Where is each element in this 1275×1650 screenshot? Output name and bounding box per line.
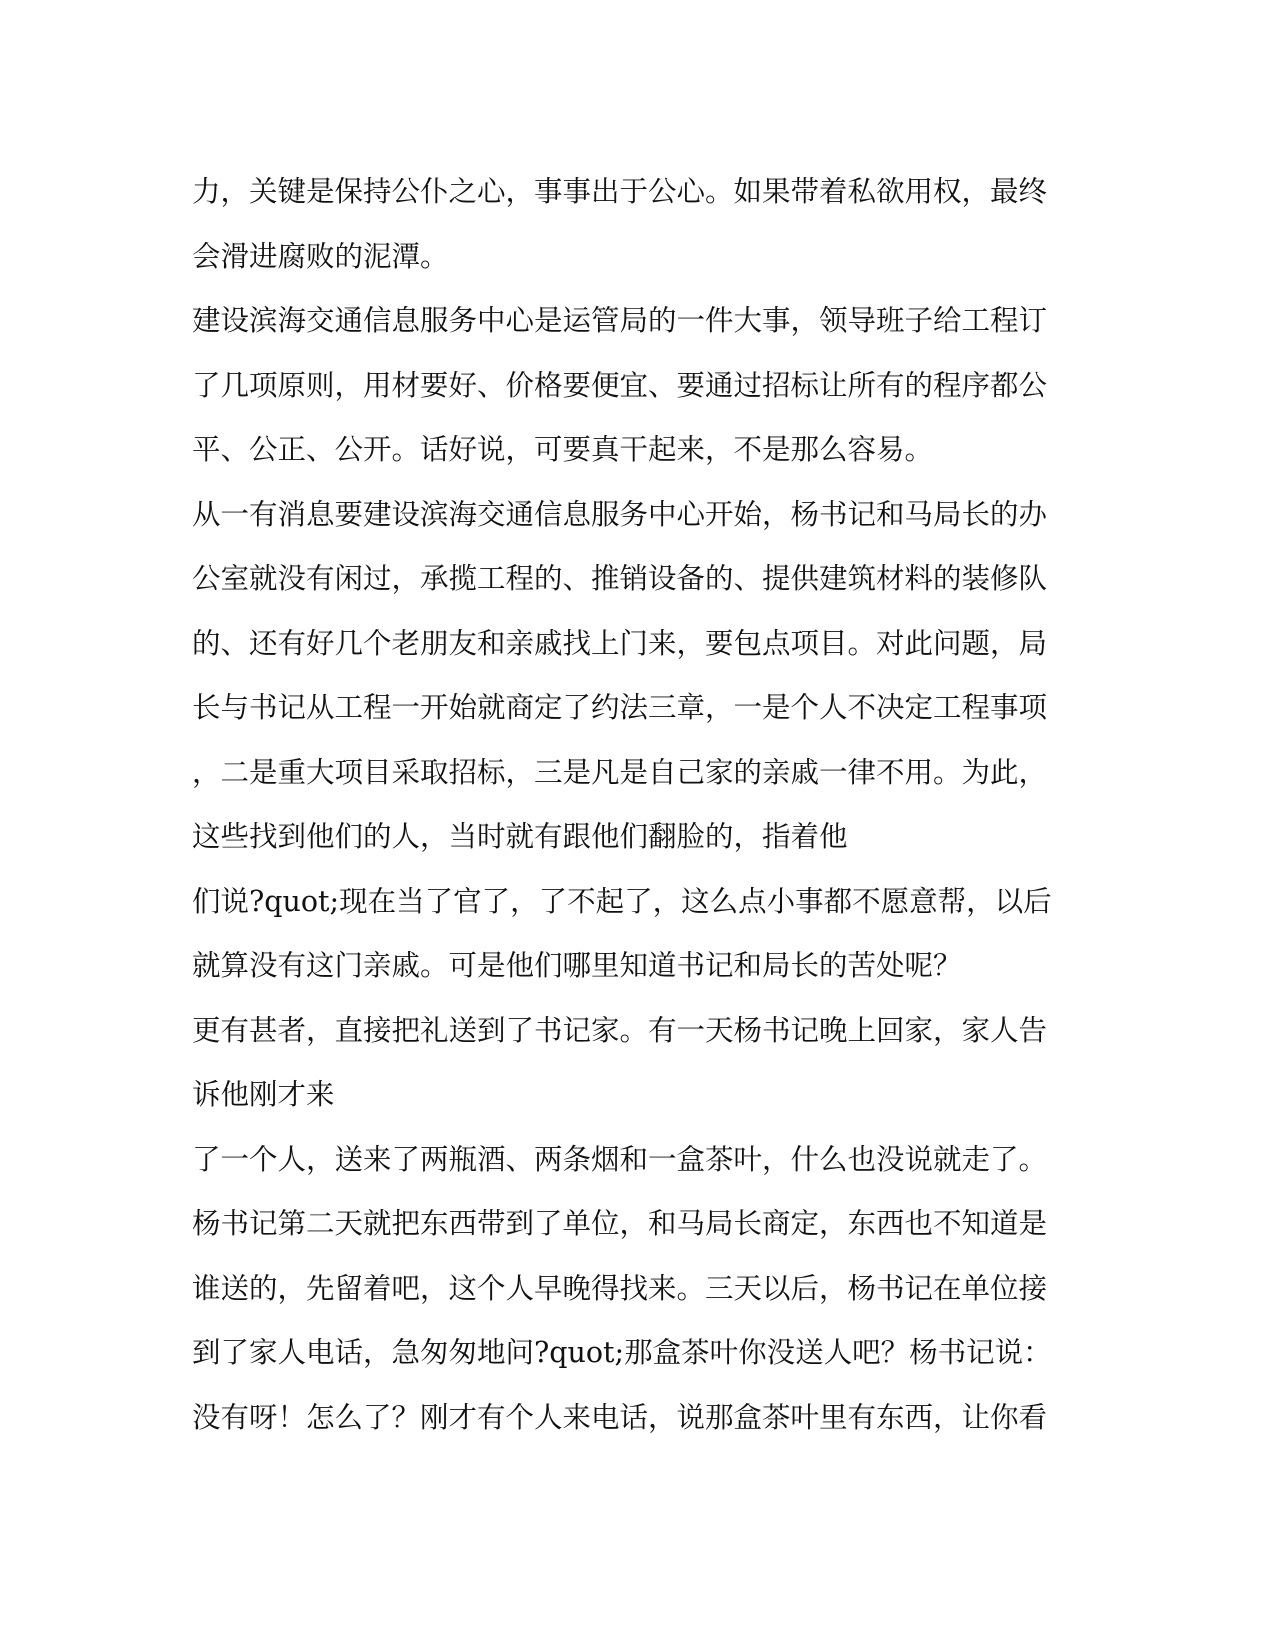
text-line: 从一有消息要建设滨海交通信息服务中心开始，杨书记和马局长的办 <box>192 497 1048 531</box>
text-line: 建设滨海交通信息服务中心是运管局的一件大事，领导班子给工程订 <box>192 304 1048 337</box>
text-line: 没有呀！怎么了？刚才有个人来电话，说那盒茶叶里有东西，让你看 <box>192 1400 1048 1434</box>
text-line: 们说?quot;现在当了官了，了不起了，这么点小事都不愿意帮，以后 <box>192 884 1052 918</box>
document-body <box>192 160 1082 1450</box>
text-line: 平、公正、公开。话好说，可要真干起来，不是那么容易。 <box>192 433 934 466</box>
text-line: 公室就没有闲过，承揽工程的、推销设备的、提供建筑材料的装修队 <box>192 562 1048 595</box>
text-line: 到了家人电话，急匆匆地问?quot;那盒茶叶你没送人吧？杨书记说： <box>192 1336 1052 1369</box>
text-line: ，二是重大项目采取招标，三是凡是自己家的亲戚一律不用。为此， <box>192 755 1048 789</box>
text-line: 谁送的，先留着吧，这个人早晚得找来。三天以后，杨书记在单位接 <box>192 1271 1048 1305</box>
text-line: 更有甚者，直接把礼送到了书记家。有一天杨书记晚上回家，家人告 <box>192 1013 1048 1047</box>
text-line: 了一个人，送来了两瓶酒、两条烟和一盒茶叶，什么也没说就走了。 <box>192 1142 1048 1176</box>
text-line: 长与书记从工程一开始就商定了约法三章，一是个人不决定工程事项 <box>192 691 1048 724</box>
text-line: 这些找到他们的人，当时就有跟他们翻脸的，指着他 <box>192 820 848 853</box>
text-line: 杨书记第二天就把东西带到了单位，和马局长商定，东西也不知道是 <box>192 1207 1048 1240</box>
text-line: 力，关键是保持公仆之心，事事出于公心。如果带着私欲用权，最终 <box>192 175 1048 208</box>
text-line: 会滑进腐败的泥潭。 <box>192 239 449 273</box>
text-line: 诉他刚才来 <box>192 1078 335 1111</box>
text-line: 了几项原则，用材要好、价格要便宜、要通过招标让所有的程序都公 <box>192 368 1048 402</box>
text-line: 的、还有好几个老朋友和亲戚找上门来，要包点项目。对此问题，局 <box>192 626 1048 660</box>
text-line: 就算没有这门亲戚。可是他们哪里知道书记和局长的苦处呢？ <box>192 949 962 982</box>
